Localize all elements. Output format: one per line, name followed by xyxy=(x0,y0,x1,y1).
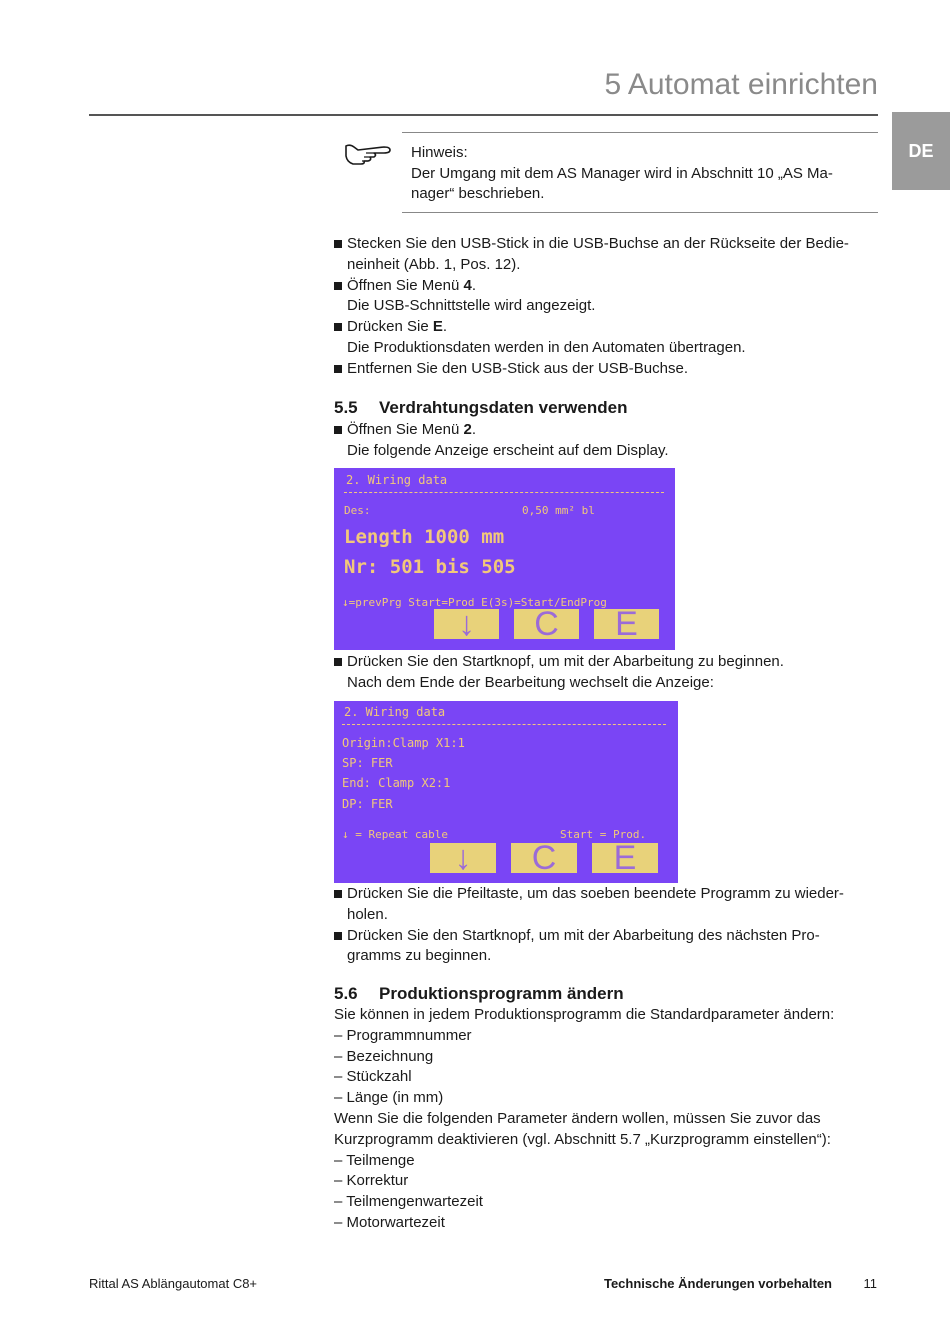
section-heading-5-5: 5.5 Verdrahtungsdaten verwenden xyxy=(334,398,628,417)
list-item: Drücken Sie den Startknopf, um mit der Abarbeitung des nächsten Pro- xyxy=(334,926,874,947)
list-item: Stecken Sie den USB-Stick in die USB-Buchse an der Rückseite der Bedie- xyxy=(334,234,874,255)
bullet-square-icon xyxy=(334,240,342,248)
header-rule xyxy=(89,114,878,116)
arrow-key-icon: ↓ xyxy=(434,609,499,639)
display-screenshot-wiring-result xyxy=(334,701,678,883)
list-item: Drücken Sie die Pfeiltaste, um das soeben beendete Programm zu wieder- xyxy=(334,884,874,905)
screen-divider xyxy=(342,724,666,725)
list-item: – Motorwartezeit xyxy=(334,1213,445,1231)
bullet-square-icon xyxy=(334,323,342,331)
section-5-5-intro xyxy=(334,420,874,462)
note-label: Hinweis: xyxy=(411,144,468,161)
list-item: Drücken Sie E. xyxy=(334,317,874,338)
pointing-hand-icon xyxy=(344,138,394,168)
list-item: Öffnen Sie Menü 4. xyxy=(334,276,874,297)
screen-title: 2. Wiring data xyxy=(344,705,446,719)
list-item: – Teilmengenwartezeit xyxy=(334,1193,483,1211)
bullet-square-icon xyxy=(334,365,342,373)
c-key: C xyxy=(514,609,579,639)
key-name: E xyxy=(432,318,443,336)
step-result: Die Produktionsdaten werden in den Automaten übertragen. xyxy=(347,338,746,356)
page-number: 11 xyxy=(863,1276,877,1291)
section-heading-5-6: 5.6 Produktionsprogramm ändern xyxy=(334,984,624,1003)
section-5-5-start xyxy=(334,652,874,694)
list-item-continuation: neinheit (Abb. 1, Pos. 12). xyxy=(347,255,521,273)
bullet-square-icon xyxy=(334,658,342,666)
section-5-6-body xyxy=(334,1005,874,1234)
e-key: E xyxy=(594,609,659,639)
bullet-square-icon xyxy=(334,890,342,898)
list-item: – Korrektur xyxy=(334,1172,409,1190)
list-item: – Teilmenge xyxy=(334,1151,415,1169)
paragraph-line: Wenn Sie die folgenden Parameter ändern wollen, müssen Sie zuvor das xyxy=(334,1109,821,1127)
c-key: C xyxy=(511,843,577,873)
step-result: Nach dem Ende der Bearbeitung wechselt die Anzeige: xyxy=(347,673,714,691)
menu-number: 2 xyxy=(463,421,472,438)
note-line-1: Der Umgang mit dem AS Manager wird in Abschnitt 10 „AS Ma- xyxy=(411,164,833,182)
note-top-rule xyxy=(402,132,878,133)
screen-end: End: Clamp X2:1 xyxy=(342,776,451,790)
footer-product-name: Rittal AS Ablängautomat C8+ xyxy=(89,1276,258,1291)
section-5-5-after xyxy=(334,884,874,967)
bullet-square-icon xyxy=(334,282,342,290)
list-item: – Länge (in mm) xyxy=(334,1089,444,1107)
screen-dp: DP: FER xyxy=(342,797,393,811)
screen-des-value: 0,50 mm² bl xyxy=(522,504,595,517)
screen-length-line: Length 1000 mm xyxy=(344,526,505,548)
e-key: E xyxy=(592,843,658,873)
list-item: Entfernen Sie den USB-Stick aus der USB-Buchse. xyxy=(334,359,874,380)
list-item-continuation: gramms zu beginnen. xyxy=(347,947,492,965)
step-result: Die USB-Schnittstelle wird angezeigt. xyxy=(347,297,596,315)
menu-number: 4 xyxy=(463,276,472,294)
screen-footer-right: Start = Prod. xyxy=(560,828,647,841)
screen-footer-left: ↓ = Repeat cable xyxy=(342,828,448,841)
list-item: Drücken Sie den Startknopf, um mit der Abarbeitung zu beginnen. xyxy=(334,652,874,673)
note-text xyxy=(411,143,861,205)
screen-des-label: Des: xyxy=(344,504,371,517)
footer-disclaimer: Technische Änderungen vorbehalten xyxy=(603,1276,832,1291)
note-bottom-rule xyxy=(402,212,878,213)
arrow-key-icon: ↓ xyxy=(430,843,496,873)
list-item: Öffnen Sie Menü 2. xyxy=(334,420,874,441)
usb-steps xyxy=(334,234,874,380)
bullet-square-icon xyxy=(334,426,342,434)
list-item: – Programmnummer xyxy=(334,1026,472,1044)
chapter-title: 5 Automat einrichten xyxy=(604,68,878,101)
step-result: Die folgende Anzeige erscheint auf dem Display. xyxy=(347,441,669,459)
screen-title: 2. Wiring data xyxy=(346,473,448,487)
note-line-2: nager“ beschrieben. xyxy=(411,185,545,202)
screen-sp: SP: FER xyxy=(342,756,393,770)
display-screenshot-wiring-data xyxy=(334,468,675,650)
screen-nr-line: Nr: 501 bis 505 xyxy=(344,556,516,578)
screen-footer: ↓=prevPrg Start=Prod E(3s)=Start/EndProg xyxy=(342,596,607,609)
language-tab: DE xyxy=(892,112,950,190)
section-intro: Sie können in jedem Produktionsprogramm die Standardparameter ändern: xyxy=(334,1006,835,1023)
bullet-square-icon xyxy=(334,932,342,940)
screen-origin: Origin:Clamp X1:1 xyxy=(342,736,465,750)
list-item: – Bezeichnung xyxy=(334,1047,434,1065)
list-item: – Stückzahl xyxy=(334,1068,412,1086)
paragraph-line: Kurzprogramm deaktivieren (vgl. Abschnitt 5.7 „Kurzprogramm einstellen“): xyxy=(334,1130,831,1148)
list-item-continuation: holen. xyxy=(347,905,388,923)
screen-divider xyxy=(344,492,664,493)
